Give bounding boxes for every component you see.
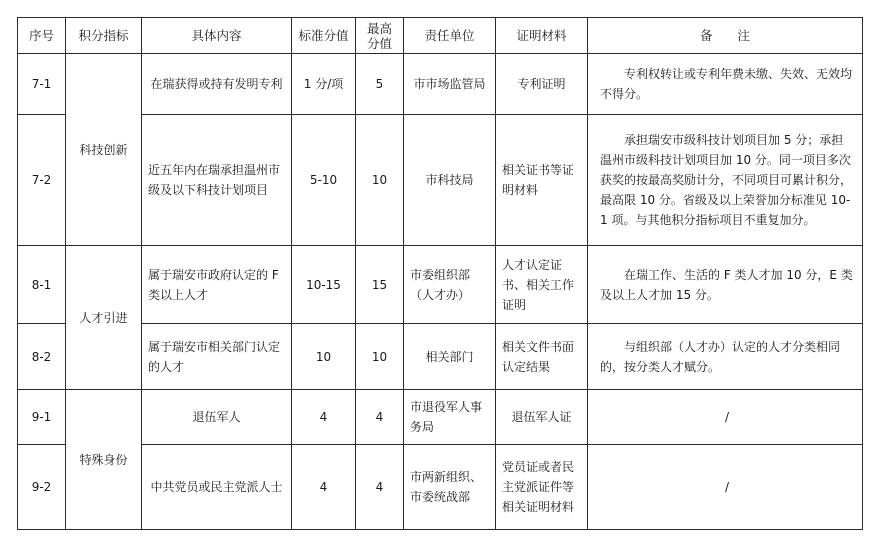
cell-unit: 市科技局 — [404, 115, 496, 246]
cell-standard: 4 — [292, 445, 356, 530]
cell-seq: 8-1 — [18, 246, 66, 324]
remark-text: 专利权转让或专利年费未缴、失效、无效均不得分。 — [600, 67, 853, 101]
table-row — [18, 246, 863, 324]
cell-seq: 9-2 — [18, 445, 66, 530]
cell-remark — [588, 246, 863, 324]
cell-content: 中共党员或民主党派人士 — [142, 445, 292, 530]
group-talent: 人才引进 — [66, 246, 142, 390]
group-tech: 科技创新 — [66, 54, 142, 246]
unit-text: 市委组织部（人才办） — [410, 267, 471, 302]
header-max — [356, 18, 404, 54]
cell-remark — [588, 324, 863, 390]
proof-text: 人才认定证书、相关工作证明 — [502, 257, 575, 312]
cell-unit: 相关部门 — [404, 324, 496, 390]
cell-content: 在瑞获得或持有发明专利 — [142, 54, 292, 115]
cell-proof — [496, 115, 588, 246]
cell-max: 15 — [356, 246, 404, 324]
header-indicator: 积分指标 — [66, 18, 142, 54]
remark-text: 与组织部（人才办）认定的人才分类相同的，按分类人才赋分。 — [600, 339, 841, 374]
table-row — [18, 445, 863, 530]
cell-max: 10 — [356, 115, 404, 246]
cell-seq: 8-2 — [18, 324, 66, 390]
remark-text: 承担瑞安市级科技计划项目加 5 分；承担温州市级科技计划项目加 10 分。同一项目多次获奖的按最高奖励计分，不同项目可累计积分，最高限 10 分。省级及以上荣誉加分标准见 10-1 项。与其他积分指标项目不重复加分。 — [600, 133, 853, 227]
proof-text: 相关证书等证明材料 — [502, 163, 575, 197]
header-seq: 序号 — [18, 18, 66, 54]
cell-proof: 专利证明 — [496, 54, 588, 115]
header-content: 具体内容 — [142, 18, 292, 54]
header-row — [18, 18, 863, 54]
table-row — [18, 324, 863, 390]
cell-seq: 9-1 — [18, 390, 66, 445]
cell-remark: / — [588, 445, 863, 530]
cell-standard: 10-15 — [292, 246, 356, 324]
unit-text: 市退役军人事务局 — [410, 400, 483, 434]
cell-seq: 7-1 — [18, 54, 66, 115]
cell-content — [142, 324, 292, 390]
proof-text: 相关文件书面认定结果 — [502, 339, 575, 374]
header-remark: 备 注 — [588, 18, 863, 54]
cell-unit: 市市场监管局 — [404, 54, 496, 115]
content-text: 属于瑞安市政府认定的 F 类以上人才 — [148, 267, 279, 302]
cell-standard: 4 — [292, 390, 356, 445]
header-max-line2: 分值 — [366, 35, 392, 51]
cell-remark: / — [588, 390, 863, 445]
table-row — [18, 54, 863, 115]
table-row — [18, 390, 863, 445]
header-standard: 标准分值 — [292, 18, 356, 54]
cell-unit — [404, 445, 496, 530]
cell-proof: 退伍军人证 — [496, 390, 588, 445]
cell-standard: 10 — [292, 324, 356, 390]
cell-unit — [404, 390, 496, 445]
table-row — [18, 115, 863, 246]
cell-remark — [588, 54, 863, 115]
cell-max: 5 — [356, 54, 404, 115]
proof-text: 党员证或者民主党派证件等相关证明材料 — [502, 460, 575, 514]
points-table — [17, 17, 863, 530]
header-max-line1: 最高 — [366, 20, 392, 36]
cell-max: 4 — [356, 390, 404, 445]
header-proof: 证明材料 — [496, 18, 588, 54]
cell-standard: 5-10 — [292, 115, 356, 246]
content-text: 近五年内在瑞承担温州市级及以下科技计划项目 — [148, 163, 281, 197]
cell-seq: 7-2 — [18, 115, 66, 246]
content-text: 属于瑞安市相关部门认定的人才 — [148, 339, 281, 374]
remark-text: 在瑞工作、生活的 F 类人才加 10 分，E 类及以上人才加 15 分。 — [600, 267, 853, 302]
cell-proof — [496, 324, 588, 390]
group-special: 特殊身份 — [66, 390, 142, 530]
unit-text: 市两新组织、市委统战部 — [410, 470, 483, 504]
cell-content: 退伍军人 — [142, 390, 292, 445]
cell-max: 10 — [356, 324, 404, 390]
cell-unit — [404, 246, 496, 324]
cell-proof — [496, 246, 588, 324]
header-unit: 责任单位 — [404, 18, 496, 54]
cell-remark — [588, 115, 863, 246]
cell-max: 4 — [356, 445, 404, 530]
cell-content — [142, 115, 292, 246]
cell-content — [142, 246, 292, 324]
table-wrapper — [17, 17, 863, 530]
cell-proof — [496, 445, 588, 530]
cell-standard: 1 分/项 — [292, 54, 356, 115]
